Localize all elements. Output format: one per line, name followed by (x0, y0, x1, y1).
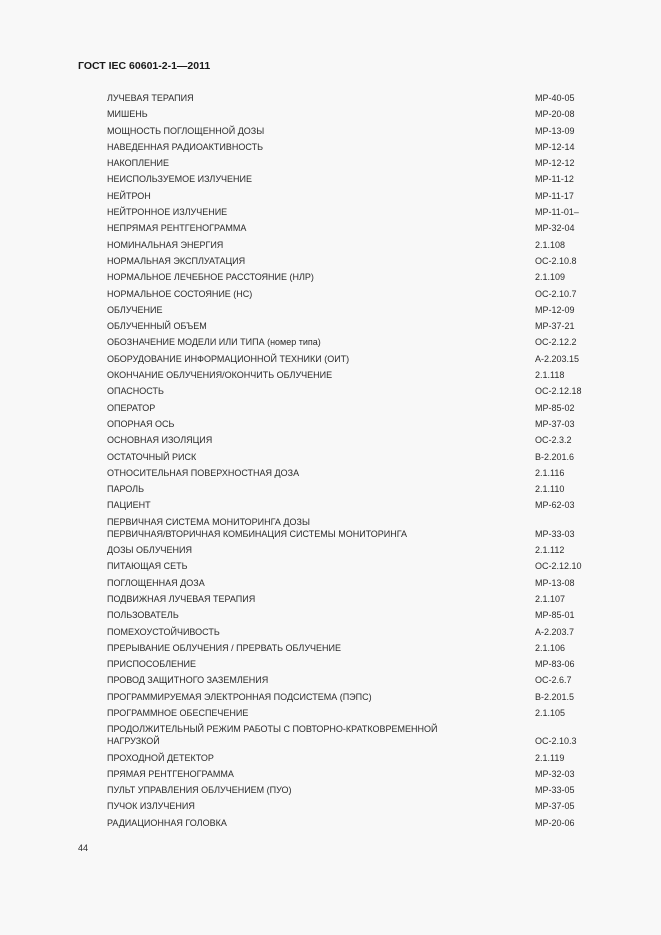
index-entry (107, 544, 607, 560)
entry-term: ПУЧОК ИЗЛУЧЕНИЯ (107, 801, 195, 812)
entry-term: ПРИСПОСОБЛЕНИЕ (107, 659, 196, 670)
entry-term: ПАЦИЕНТ (107, 500, 151, 511)
entry-term: ПОДВИЖНАЯ ЛУЧЕВАЯ ТЕРАПИЯ (107, 593, 256, 604)
entry-code: ОС-2.10.7 (535, 288, 577, 299)
index-entry (107, 255, 607, 271)
entry-code: МР-11-17 (535, 190, 574, 201)
entry-term: ОСТАТОЧНЫЙ РИСК (107, 451, 197, 462)
entry-code: 2.1.106 (535, 642, 566, 653)
entry-term: ОПОРНАЯ ОСЬ (107, 418, 175, 429)
index-entry (107, 800, 607, 816)
index-entry (107, 707, 607, 723)
entry-term: НАВЕДЕННАЯ РАДИОАКТИВНОСТЬ (107, 141, 263, 152)
entry-code: МР-37-03 (535, 418, 575, 429)
index-entry (107, 385, 607, 401)
entry-code: МР-20-06 (535, 817, 575, 828)
index-entry (107, 288, 607, 304)
document-header: ГОСТ IEC 60601-2-1—2011 (78, 60, 211, 72)
entry-code: МР-32-04 (535, 223, 575, 234)
entry-code: 2.1.116 (535, 467, 565, 478)
entry-term: ОСНОВНАЯ ИЗОЛЯЦИЯ (107, 435, 213, 446)
entry-code: 2.1.108 (535, 239, 566, 250)
entry-code: МР-83-06 (535, 659, 575, 670)
entry-code: МР-11-12 (535, 174, 574, 185)
entry-term: НЕПРЯМАЯ РЕНТГЕНОГРАММА (107, 223, 247, 234)
index-entry (107, 320, 607, 336)
entry-term: НОРМАЛЬНОЕ СОСТОЯНИЕ (НС) (107, 288, 253, 299)
entry-code: МР-40-05 (535, 93, 575, 103)
entry-code: ОС-2.10.3 (535, 736, 577, 747)
entry-term: МИШЕНЬ (107, 109, 148, 120)
entry-code: ОС-2.12.2 (535, 337, 577, 348)
page-number: 44 (78, 843, 89, 853)
entry-term: ПАРОЛЬ (107, 484, 144, 495)
entry-term: НЕИСПОЛЬЗУЕМОЕ ИЗЛУЧЕНИЕ (107, 174, 253, 185)
index-entry (107, 768, 607, 784)
index-entry (107, 353, 607, 369)
entry-term: ОТНОСИТЕЛЬНАЯ ПОВЕРХНОСТНАЯ ДОЗА (107, 467, 300, 478)
entry-code: В-2.201.6 (535, 451, 575, 462)
index-entry (107, 190, 607, 206)
entry-code: МР-37-05 (535, 801, 575, 812)
entry-code: МР-20-08 (535, 109, 575, 120)
index-entry (107, 467, 607, 483)
index-entry (107, 402, 607, 418)
index-entry (107, 271, 607, 287)
index-entry (107, 723, 607, 751)
index-entry (107, 108, 607, 124)
index-entry (107, 92, 607, 108)
entry-term: НОМИНАЛЬНАЯ ЭНЕРГИЯ (107, 239, 224, 250)
index-entry (107, 577, 607, 593)
entry-term: ПРОДОЛЖИТЕЛЬНЫЙ РЕЖИМ РАБОТЫ С ПОВТОРНО-КРАТКОВРЕМЕННОЙ (107, 724, 438, 735)
index-entry (107, 483, 607, 499)
index-entry (107, 418, 607, 434)
entry-term: ОБОРУДОВАНИЕ ИНФОРМАЦИОННОЙ ТЕХНИКИ (ОИТ) (107, 353, 350, 364)
entry-term: МОЩНОСТЬ ПОГЛОЩЕННОЙ ДОЗЫ (107, 125, 265, 136)
entry-term: ОБОЗНАЧЕНИЕ МОДЕЛИ ИЛИ ТИПА (номер типа) (107, 337, 321, 348)
index-entry (107, 125, 607, 141)
entry-term-continuation: НАГРУЗКОЙ (107, 736, 160, 747)
entry-code: ОС-2.12.18 (535, 386, 582, 397)
entry-code: 2.1.110 (535, 484, 565, 495)
entry-term: ОПАСНОСТЬ (107, 386, 164, 397)
entry-code: А-2.203.15 (535, 353, 580, 364)
entry-term: ПРЕРЫВАНИЕ ОБЛУЧЕНИЯ / ПРЕРВАТЬ ОБЛУЧЕНИЕ (107, 642, 342, 653)
entry-term: ПЕРВИЧНАЯ СИСТЕМА МОНИТОРИНГА ДОЗЫ (107, 516, 310, 527)
entry-code: 2.1.107 (535, 593, 566, 604)
entry-code: МР-85-02 (535, 402, 575, 413)
index-entry (107, 239, 607, 255)
index-entry (107, 336, 607, 352)
entry-code: МР-33-05 (535, 785, 575, 796)
entry-term: ОКОНЧАНИЕ ОБЛУЧЕНИЯ/ОКОНЧИТЬ ОБЛУЧЕНИЕ (107, 370, 333, 381)
index-entry (107, 642, 607, 658)
entry-term: ПРОГРАММНОЕ ОБЕСПЕЧЕНИЕ (107, 707, 249, 718)
entry-code: МР-11-01– (535, 207, 579, 218)
entry-term: ПРЯМАЯ РЕНТГЕНОГРАММА (107, 768, 234, 779)
index-entry (107, 817, 607, 833)
entry-term: ПРОГРАММИРУЕМАЯ ЭЛЕКТРОННАЯ ПОДСИСТЕМА (ПЭПС) (107, 691, 372, 702)
entry-term: ОБЛУЧЕНИЕ (107, 304, 163, 315)
entry-code: 2.1.112 (535, 545, 565, 556)
index-entry (107, 173, 607, 189)
entry-term-continuation: ПЕРВИЧНАЯ/ВТОРИЧНАЯ КОМБИНАЦИЯ СИСТЕМЫ МОНИТОРИНГА (107, 528, 407, 539)
entry-code: МР-37-21 (535, 321, 575, 332)
entry-code: 2.1.109 (535, 272, 566, 283)
index-entry (107, 499, 607, 515)
index-entry (107, 784, 607, 800)
entry-code: ОС-2.12.10 (535, 561, 582, 572)
entry-code: МР-12-12 (535, 158, 575, 169)
term-index-list (107, 92, 607, 833)
entry-term: ПУЛЬТ УПРАВЛЕНИЯ ОБЛУЧЕНИЕМ (ПУО) (107, 785, 292, 796)
index-entry (107, 516, 607, 544)
index-entry (107, 206, 607, 222)
index-entry (107, 560, 607, 576)
index-entry (107, 141, 607, 157)
index-entry (107, 434, 607, 450)
entry-code: МР-33-03 (535, 528, 575, 539)
entry-code: МР-13-08 (535, 577, 575, 588)
entry-code: 2.1.118 (535, 370, 565, 381)
index-entry (107, 451, 607, 467)
entry-term: ОПЕРАТОР (107, 402, 156, 413)
entry-code: ОС-2.10.8 (535, 255, 577, 266)
entry-code: МР-62-03 (535, 500, 575, 511)
index-entry (107, 658, 607, 674)
index-entry (107, 752, 607, 768)
index-entry (107, 609, 607, 625)
index-entry (107, 593, 607, 609)
entry-term: ПОМЕХОУСТОЙЧИВОСТЬ (107, 626, 220, 637)
entry-term: РАДИАЦИОННАЯ ГОЛОВКА (107, 817, 227, 828)
entry-term: ПОЛЬЗОВАТЕЛЬ (107, 610, 179, 621)
entry-code: МР-32-03 (535, 768, 575, 779)
entry-term: ПРОХОДНОЙ ДЕТЕКТОР (107, 752, 214, 763)
index-entry (107, 674, 607, 690)
entry-term: НЕЙТРОН (107, 190, 151, 201)
entry-code: МР-85-01 (535, 610, 575, 621)
entry-term: НЕЙТРОННОЕ ИЗЛУЧЕНИЕ (107, 207, 228, 218)
entry-code: 2.1.105 (535, 707, 566, 718)
index-entry (107, 626, 607, 642)
entry-term: ДОЗЫ ОБЛУЧЕНИЯ (107, 545, 192, 556)
entry-term: ПОГЛОЩЕННАЯ ДОЗА (107, 577, 205, 588)
entry-code: ОС-2.6.7 (535, 675, 572, 686)
index-entry (107, 157, 607, 173)
entry-code: 2.1.119 (535, 752, 565, 763)
entry-code: МР-12-09 (535, 304, 575, 315)
entry-code: В-2.201.5 (535, 691, 575, 702)
entry-term: ЛУЧЕВАЯ ТЕРАПИЯ (107, 93, 194, 103)
entry-term: НОРМАЛЬНАЯ ЭКСПЛУАТАЦИЯ (107, 255, 246, 266)
index-entry (107, 222, 607, 238)
index-entry (107, 304, 607, 320)
entry-term: ОБЛУЧЕННЫЙ ОБЪЕМ (107, 321, 207, 332)
entry-term: ПРОВОД ЗАЩИТНОГО ЗАЗЕМЛЕНИЯ (107, 675, 269, 686)
entry-term: НАКОПЛЕНИЕ (107, 158, 169, 169)
entry-code: МР-13-09 (535, 125, 575, 136)
entry-code: ОС-2.3.2 (535, 435, 572, 446)
index-entry (107, 691, 607, 707)
entry-term: НОРМАЛЬНОЕ ЛЕЧЕБНОЕ РАССТОЯНИЕ (НЛР) (107, 272, 314, 283)
entry-code: А-2.203.7 (535, 626, 575, 637)
index-entry (107, 369, 607, 385)
entry-code: МР-12-14 (535, 141, 575, 152)
entry-term: ПИТАЮЩАЯ СЕТЬ (107, 561, 188, 572)
